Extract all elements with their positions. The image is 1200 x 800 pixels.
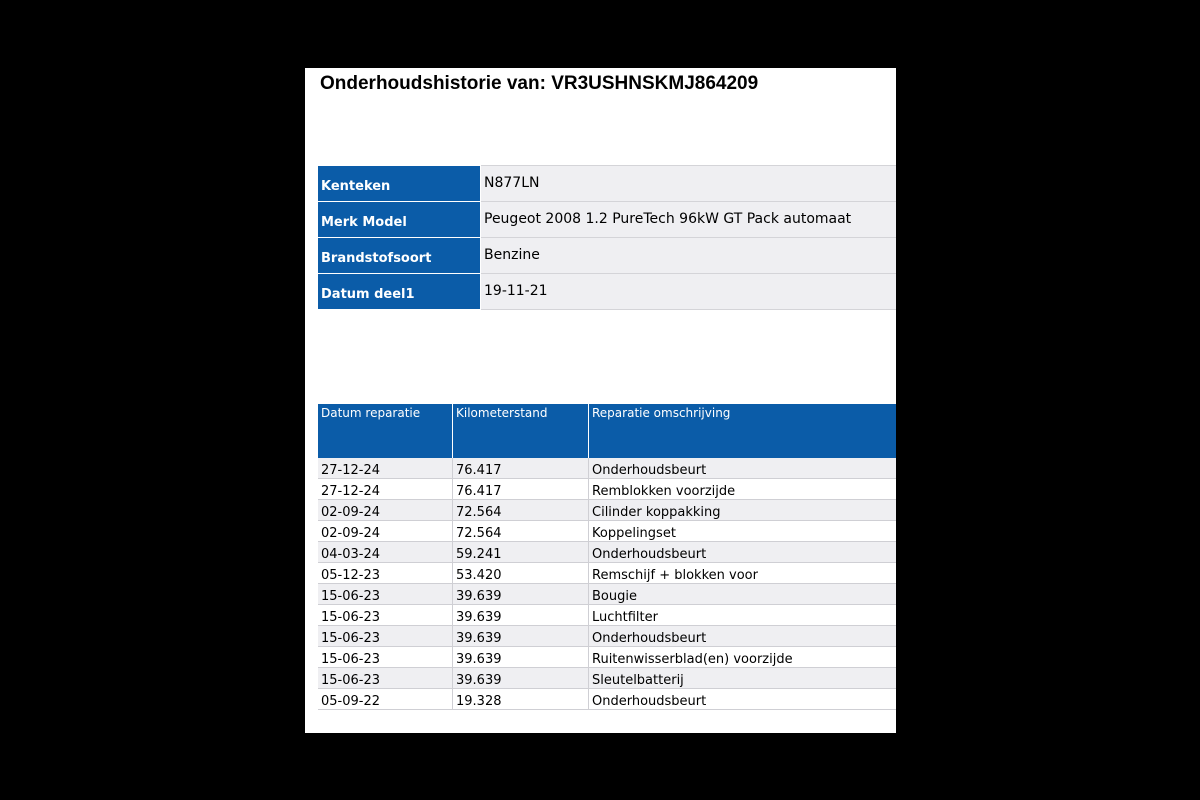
repair-date: 05-09-22 <box>318 689 453 710</box>
repair-description: Bougie <box>589 584 897 605</box>
repair-description: Onderhoudsbeurt <box>589 626 897 647</box>
repair-date: 02-09-24 <box>318 521 453 542</box>
repair-description: Sleutelbatterij <box>589 668 897 689</box>
table-row <box>318 668 896 689</box>
info-row-kenteken <box>318 166 896 202</box>
repair-description: Onderhoudsbeurt <box>589 689 897 710</box>
table-row <box>318 479 896 500</box>
repair-description: Cilinder koppakking <box>589 500 897 521</box>
info-row-brandstofsoort <box>318 237 896 273</box>
info-row-datum-deel1 <box>318 273 896 309</box>
repair-date: 02-09-24 <box>318 500 453 521</box>
repair-date: 05-12-23 <box>318 563 453 584</box>
repair-km: 76.417 <box>453 479 589 500</box>
repair-date: 15-06-23 <box>318 584 453 605</box>
repair-date: 15-06-23 <box>318 668 453 689</box>
table-row <box>318 584 896 605</box>
history-header-row <box>318 404 896 458</box>
table-row <box>318 647 896 668</box>
repair-km: 72.564 <box>453 500 589 521</box>
table-row <box>318 500 896 521</box>
table-row <box>318 626 896 647</box>
repair-date: 15-06-23 <box>318 605 453 626</box>
repair-km: 39.639 <box>453 584 589 605</box>
info-value: Benzine <box>481 237 897 273</box>
table-row <box>318 542 896 563</box>
repair-description: Ruitenwisserblad(en) voorzijde <box>589 647 897 668</box>
repair-date: 27-12-24 <box>318 479 453 500</box>
info-value: 19-11-21 <box>481 273 897 309</box>
repair-description: Onderhoudsbeurt <box>589 542 897 563</box>
info-value: Peugeot 2008 1.2 PureTech 96kW GT Pack automaat <box>481 201 897 237</box>
info-value: N877LN <box>481 166 897 202</box>
repair-km: 39.639 <box>453 605 589 626</box>
repair-date: 27-12-24 <box>318 458 453 479</box>
repair-km: 53.420 <box>453 563 589 584</box>
repair-km: 19.328 <box>453 689 589 710</box>
repair-km: 39.639 <box>453 626 589 647</box>
repair-date: 04-03-24 <box>318 542 453 563</box>
column-header-date: Datum reparatie <box>318 404 453 458</box>
info-label: Merk Model <box>318 201 481 237</box>
info-label: Kenteken <box>318 166 481 202</box>
repair-description: Remblokken voorzijde <box>589 479 897 500</box>
table-row <box>318 605 896 626</box>
column-header-km: Kilometerstand <box>453 404 589 458</box>
table-row <box>318 689 896 710</box>
info-label: Brandstofsoort <box>318 237 481 273</box>
repair-km: 76.417 <box>453 458 589 479</box>
repair-date: 15-06-23 <box>318 647 453 668</box>
page-title: Onderhoudshistorie van: VR3USHNSKMJ864209 <box>320 73 759 94</box>
repair-history-table <box>318 404 896 710</box>
repair-description: Remschijf + blokken voor <box>589 563 897 584</box>
repair-km: 72.564 <box>453 521 589 542</box>
repair-description: Onderhoudsbeurt <box>589 458 897 479</box>
table-row <box>318 521 896 542</box>
table-row <box>318 563 896 584</box>
repair-description: Koppelingset <box>589 521 897 542</box>
info-label: Datum deel1 <box>318 273 481 309</box>
table-row <box>318 458 896 479</box>
repair-km: 39.639 <box>453 647 589 668</box>
repair-date: 15-06-23 <box>318 626 453 647</box>
vehicle-info-table <box>318 165 896 310</box>
repair-description: Luchtfilter <box>589 605 897 626</box>
column-header-description: Reparatie omschrijving <box>589 404 897 458</box>
repair-km: 39.639 <box>453 668 589 689</box>
repair-km: 59.241 <box>453 542 589 563</box>
document-page <box>305 68 896 733</box>
info-row-merk-model <box>318 201 896 237</box>
